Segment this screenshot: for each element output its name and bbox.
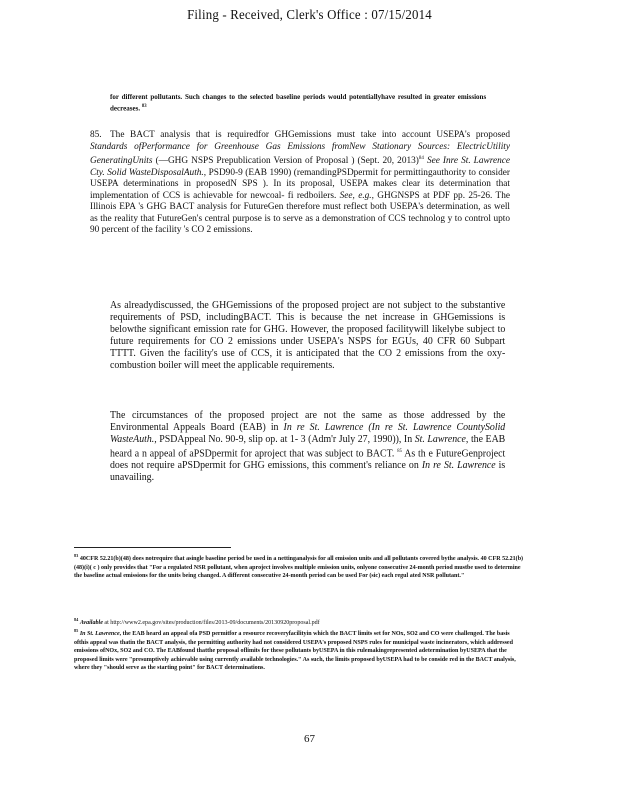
comment-85-text-4: GHGNSPS at PDF pp. 25-26. The Illinois EPA 's GHG BACT analysis for FutureGen therefore must reflect both USEPA's determination, as well as the reality that FutureGen's central purpose is to serve as a demonstration of CCS technolog y to control upto 90 percent of the facility 's CO 2 emissions. <box>90 190 510 236</box>
comment-85-text-1: The BACT analysis that is requiredfor GHGemissions must take into account USEPA's proposed <box>110 130 510 140</box>
response-2-case-1: In re St. Lawrence (In re St. Lawrence CountySolid WasteAuth., <box>110 421 506 445</box>
comment-85-citation-3: See, e.g., <box>339 190 374 201</box>
filing-header: Filing - Received, Clerk's Office : 07/15/2014 <box>187 8 432 23</box>
footnote-83-text: 40CFR 52.21(b)(48) does notrequire that asingle baseline period be used in a nettinganalysis for all emission units and all pollutants covered bythe analysis. 40 CFR 52.21(b)(48)(i)( c ) only provides that "For a regulated NSR pollutant, when aproject involves multiple emission units, onlyone consecutive 24-month period mustbe used to determine the baseline actual emissions for the units being changed. A different consecutive 24-month period can be used For (sic) each regul ated NSR pollutant." <box>74 555 524 580</box>
footnote-divider <box>74 547 231 548</box>
response-2-text-1: The circumstances of the proposed project are not the same as those addressed by the Environmental Appeals Board (EAB) in <box>110 410 506 433</box>
response-2-text-2: PSDAppeal No. 90-9, slip op. at 1- 3 (Adm'r July 27, 1990)), In <box>159 433 413 445</box>
comment-85 <box>90 130 510 237</box>
comment-84-tail <box>110 92 486 113</box>
footnote-84-text: at http://www2.epa.gov/sites/production/files/2013-09/documents/20130920proposal.pdf <box>104 619 320 627</box>
footnote-83 <box>74 552 525 581</box>
footnote-ref-83: 83 <box>141 103 147 109</box>
comment-85-citation-1: Standards ofPerformance for Greenhouse Gas Emissions fromNew Stationary Sources: ElectricUtility GeneratingUnits <box>90 141 510 167</box>
comment-85-number: 85. <box>90 130 102 140</box>
response-2-case-3: In re St. Lawrence <box>421 460 496 472</box>
footnote-85 <box>74 627 525 673</box>
comment-85-citation-2: See Inre St. Lawrence Cty. Solid WasteDisposalAuth. <box>90 156 511 178</box>
response-2-text-5: is unavailing. <box>110 460 506 484</box>
footnote-85-number: 85 <box>74 628 79 633</box>
comment-85-text-3: , PSD90-9 (EAB 1990) (remandingPSDpermit for permittingauthority to consider USEPA determinations in proposedN SPS ). In its proposal, USEPA makes clear its determination that implementation of CCS is achievable for newcoal- fi redboilers. <box>90 167 510 201</box>
footnote-84-lead: Available <box>79 619 103 627</box>
footnote-83-number: 83 <box>74 553 79 558</box>
response-1-text: As alreadydiscussed, the GHGemissions of the proposed project are not subject to the substantive requirements of PSD, includingBACT. This is because the net increase in GHGemissions is belowthe significant emission rate for GHG. However, the proposed facilitywill likelybe subject to future requirements for CO 2 emissions under USEPA's NSPS for EGUs, 40 CFR 60 Subpart TTTT. Given the facility's use of CCS, it is anticipated that the CO 2 emissions from the oxy-combustion boiler will meet the applicable requirements. <box>110 300 506 371</box>
comment-84-text: for different pollutants. Such changes to the selected baseline periods would potentiallyhave resulted in greater emissions decreases. <box>110 92 487 113</box>
response-paragraph-2 <box>110 410 505 484</box>
response-paragraph-1 <box>110 300 505 371</box>
footnote-84-number: 84 <box>74 617 79 622</box>
page-number: 67 <box>304 733 315 745</box>
footnote-ref-85: 85 <box>397 448 402 454</box>
response-2-text-3: , the EAB heard a n appeal of aPSDpermit for aproject that was subject to BACT. <box>110 433 506 460</box>
response-2-case-2: St. Lawrence <box>414 433 466 445</box>
response-2-text-4: As th e FutureGenproject does not require aPSDpermit for GHG emissions, this comment's reliance on <box>110 448 506 472</box>
footnote-85-text: , the EAB heard an appeal ofa PSD permitfor a resource recoveryfacilityin which the BACT limits set for NOx, SO2 and CO were challenged. The basis ofthis appeal was thatin the BACT analysis, the permitting authority had not considered USEPA's proposed NSPS rules for municipal waste incinerators, which addressed emissions ofNOx, SO2 and CO. The EABfound thatthe proposal oflimits for these pollutants byUSEPA in this rulemakingrepresented adetermination byUSEPA that the proposed limits were "presumptively achievable using currently available technologies." As such, the limits proposed byUSEPA had to be conside red in the BACT analysis, where they "should serve as the starting point" for BACT determinations. <box>74 630 516 672</box>
comment-85-text-2: (—GHG NSPS Prepublication Version of Proposal ) (Sept. 20, 2013) <box>155 156 419 167</box>
footnote-84 <box>74 616 525 628</box>
footnote-85-lead: In St. Lawrence <box>79 630 120 638</box>
footnote-ref-84: 84 <box>418 156 424 161</box>
